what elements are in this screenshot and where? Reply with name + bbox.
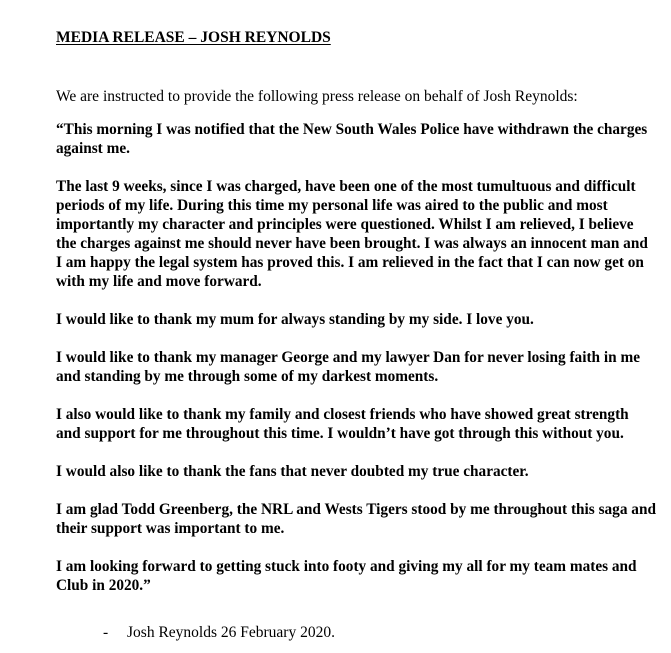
statement-body [56,120,656,614]
intro-text: We are instructed to provide the following press release on behalf of Josh Reynolds: [56,88,578,105]
signature-line [103,624,335,642]
signature-text: Josh Reynolds 26 February 2020. [127,624,335,641]
statement-paragraph: The last 9 weeks, since I was charged, have been one of the most tumultuous and difficult periods of my life. During this time my personal life was aired to the public and most importantly my character and principles were questioned. Whilst I am relieved, I believe the charges against me should never have been brought. I was always an innocent man and I am happy the legal system has proved this. I am relieved in the fact that I can now get on with my life and move forward. [56,178,648,290]
statement-paragraph: I am glad Todd Greenberg, the NRL and Wests Tigers stood by me throughout this saga and their support was important to me. [56,501,656,537]
statement-paragraph: I would like to thank my mum for always standing by my side. I love you. [56,311,534,328]
statement-paragraph: I also would like to thank my family and closest friends who have showed great strength and support for me throughout this time. I wouldn’t have got through this without you. [56,406,629,442]
statement-paragraph: I would like to thank my manager George and my lawyer Dan for never losing faith in me and standing by me through some of my darkest moments. [56,349,640,385]
statement-paragraph: I would also like to thank the fans that never doubted my true character. [56,463,529,480]
document-title: MEDIA RELEASE – JOSH REYNOLDS [56,29,331,46]
statement-paragraph: “This morning I was notified that the New South Wales Police have withdrawn the charges against me. [56,121,648,157]
signature-bullet: - [103,624,109,641]
statement-paragraph: I am looking forward to getting stuck into footy and giving my all for my team mates and Club in 2020.” [56,558,637,594]
